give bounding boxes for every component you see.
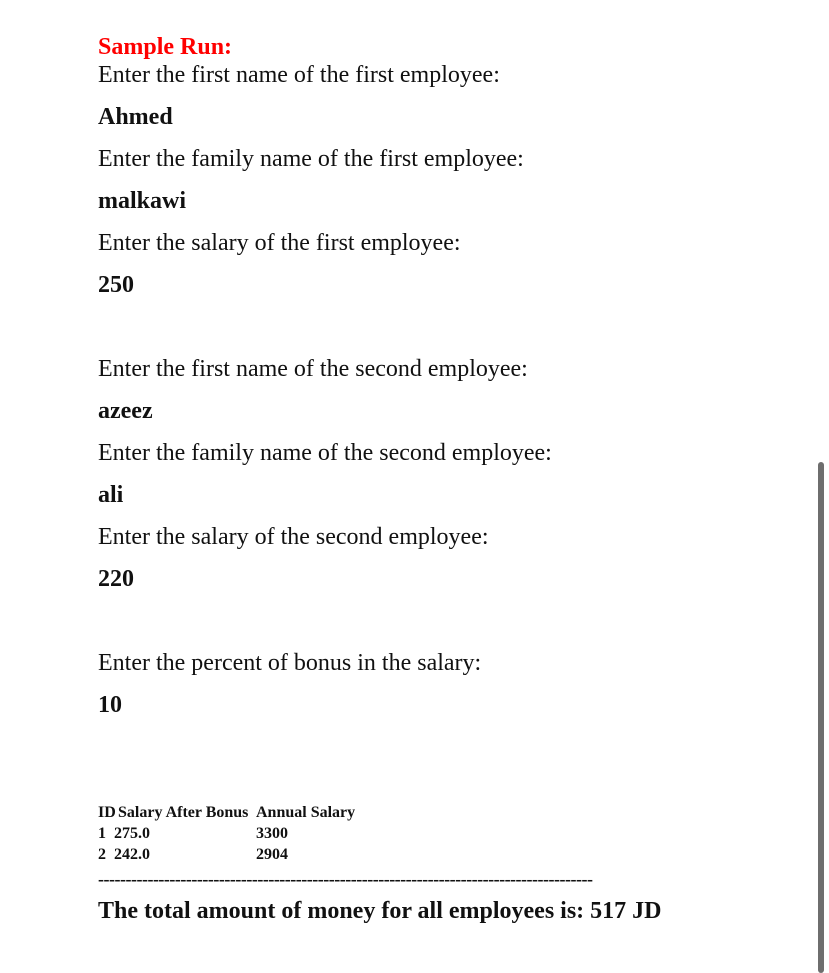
- header-annual-salary: Annual Salary: [256, 804, 356, 821]
- header-id: ID: [98, 804, 116, 821]
- sample-run-heading: Sample Run:: [98, 34, 233, 60]
- prompt-bonus-percent: Enter the percent of bonus in the salary:: [98, 650, 482, 676]
- answer-salary-1: 250: [98, 272, 134, 298]
- row-id: 1: [98, 825, 106, 842]
- prompt-first-name-2: Enter the first name of the second employee:: [98, 356, 528, 382]
- prompt-salary-2: Enter the salary of the second employee:: [98, 524, 489, 550]
- row-id: 2: [98, 846, 106, 863]
- prompt-salary-1: Enter the salary of the first employee:: [98, 230, 461, 256]
- answer-bonus-percent: 10: [98, 692, 122, 718]
- header-salary-after-bonus: Salary After Bonus: [118, 804, 249, 821]
- answer-family-name-2: ali: [98, 482, 124, 508]
- row-annual-salary: 2904: [256, 846, 288, 863]
- total-amount-line: The total amount of money for all employees is: 517 JD: [98, 898, 662, 924]
- row-salary-after-bonus: 242.0: [114, 846, 150, 863]
- prompt-family-name-2: Enter the family name of the second employee:: [98, 440, 552, 466]
- row-annual-salary: 3300: [256, 825, 288, 842]
- dashed-divider: ------------------------------------------------------------------------------------------: [98, 869, 593, 889]
- answer-first-name-2: azeez: [98, 398, 153, 424]
- answer-family-name-1: malkawi: [98, 188, 187, 214]
- scrollbar-thumb[interactable]: [818, 462, 824, 973]
- prompt-family-name-1: Enter the family name of the first employee:: [98, 146, 524, 172]
- answer-salary-2: 220: [98, 566, 134, 592]
- prompt-first-name-1: Enter the first name of the first employee:: [98, 62, 500, 88]
- answer-first-name-1: Ahmed: [98, 104, 173, 130]
- row-salary-after-bonus: 275.0: [114, 825, 150, 842]
